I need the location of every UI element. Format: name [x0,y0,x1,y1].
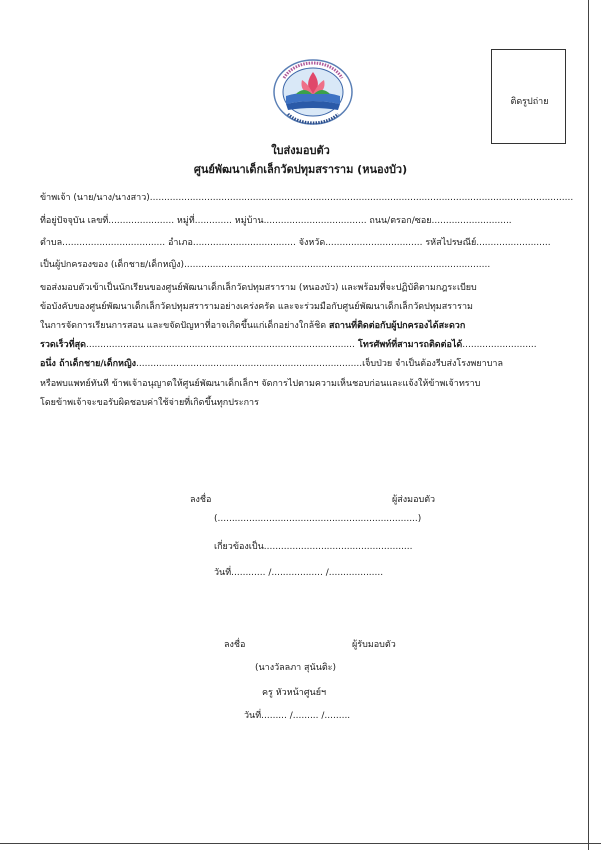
form-name-line: ข้าพเจ้า (นาย/นาง/นางสาว).................................................................................................................................................... [40,193,574,203]
sign2-label: ลงชื่อ [224,640,246,650]
phone-field: .......................... [462,340,537,350]
scan-edge-right [588,0,589,850]
sign2-role: ผู้รับมอบตัว [352,640,396,650]
scan-edge-bottom [0,843,601,844]
paragraph-line-7: โดยข้าพเจ้าจะขอรับผิดชอบค่าใช้จ่ายที่เกิดขึ้นทุกประการ [40,398,259,408]
sign2-position: ครู หัวหน้าศูนย์ฯ [262,688,327,698]
paragraph-line-3-text: ในการจัดการเรียนการสอน และขจัดปัญหาที่อาจเกิดขึ้นแก่เด็กอย่างใกล้ชิด [40,321,329,331]
sign2-name: (นางวัลลภา สุนันติะ) [255,663,337,673]
contact-place-label: สถานที่ติดต่อกับผู้ปกครองได้สะดวก [328,321,466,331]
sign1-name-line: (......................................................................) [214,514,422,524]
sign2-date: วันที่......... /......... /......... [244,711,351,721]
sign1-label: ลงชื่อ [190,495,212,505]
photo-label: ติดรูปถ่าย [510,97,549,107]
phone-label: โทรศัพท์ที่สามารถติดต่อได้ [354,340,463,350]
sign1-date: วันที่............ /.................. /................... [214,568,384,578]
center-logo [272,58,354,126]
contact-place-field: .............................................................................................. [85,340,355,350]
paragraph-line-6: หรือพบแพทย์ทันที ข้าพเจ้าอนุญาตให้ศูนย์พัฒนาเด็กเล็กฯ จัดการไปตามความเห็นชอบก่อนและแจ้งให้ข้าพเจ้าทราบ [40,379,481,389]
child-label: อนึ่ง ถ้าเด็กชาย/เด็กหญิง [40,359,137,369]
photo-box [491,49,566,144]
fastest-label: รวดเร็วที่สุด [40,340,86,350]
paragraph-line-2: ข้อบังคับของศูนย์พัฒนาเด็กเล็กวัดปทุมสรารามอย่างเคร่งครัด และจะร่วมมือกับศูนย์พัฒนาเด็กเล็กวัดปทุมสราราม [40,302,473,312]
child-name-field: ............................................................................... [136,359,363,369]
sign1-relation: เกี่ยวข้องเป็น.................................................... [214,542,413,552]
document-subtitle: ศูนย์พัฒนาเด็กเล็กวัดปทุมสราราม (หนองบัว) [193,163,408,176]
paragraph-line-4 [40,337,537,351]
paragraph-line-5 [40,356,503,370]
sign1-role: ผู้ส่งมอบตัว [392,495,436,505]
form-guardian-line: เป็นผู้ปกครองของ (เด็กชาย/เด็กหญิง)........................................................................................................... [40,260,491,270]
document-title: ใบส่งมอบตัว [271,144,330,157]
paragraph-line-1: ขอส่งมอบตัวเข้าเป็นนักเรียนของศูนย์พัฒนาเด็กเล็กวัดปทุมสราราม (หนองบัว) และพร้อมที่จะปฏิบัติตามกฎระเบียบ [40,283,477,293]
form-address-line: ที่อยู่ปัจจุบัน เลขที่....................... หมู่ที่............. หมู่บ้าน.................................... ถนน/ตรอก/ซอย............................ [40,216,512,226]
sickness-text: เจ็บป่วย จำเป็นต้องรีบส่งโรงพยาบาล [362,359,503,369]
paragraph-line-3 [40,318,465,332]
form-district-line: ตำบล.................................... อำเภอ.................................... จังหวัด.................................. รหัสไปรษณีย์.......................... [40,238,551,248]
